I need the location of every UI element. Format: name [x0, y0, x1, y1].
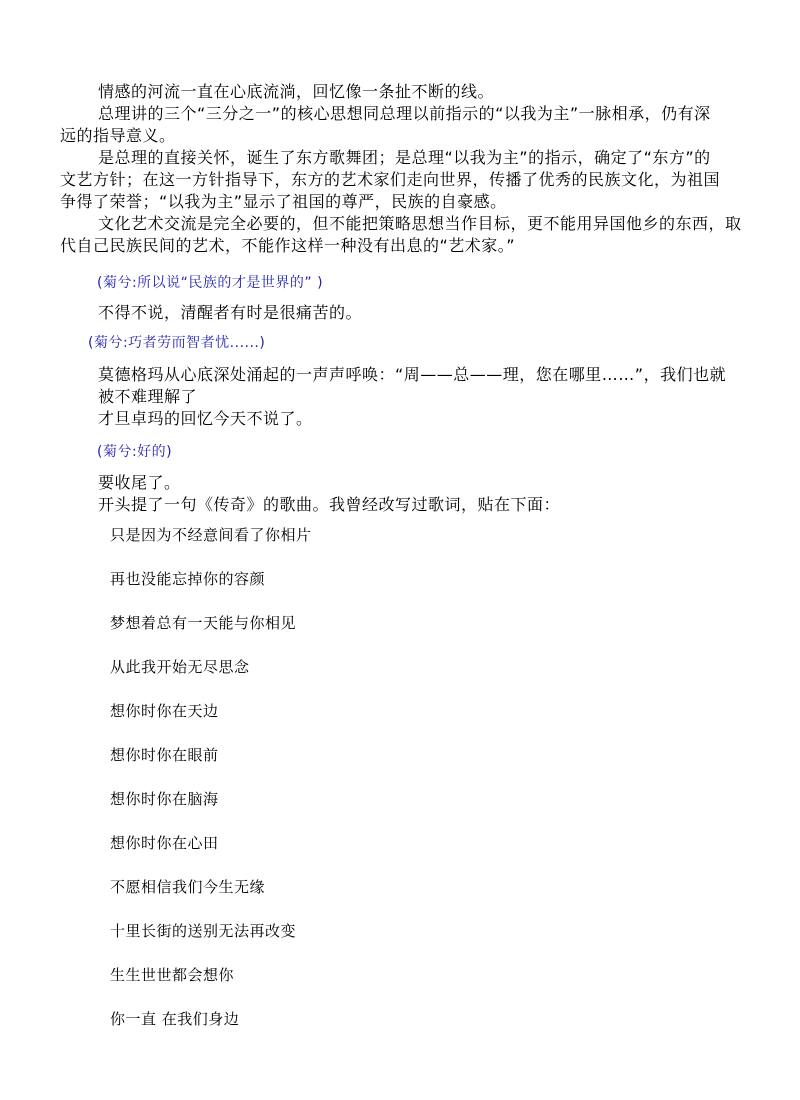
lyric-line: 想你时你在天边 — [110, 702, 219, 720]
lyric-line: 你一直 在我们身边 — [110, 1010, 240, 1028]
lyric-line: 只是因为不经意间看了你相片 — [110, 526, 312, 544]
lyric-line: 想你时你在脑海 — [110, 790, 219, 808]
annotation-line: (菊兮:所以说“民族的才是世界的” ) — [97, 275, 324, 291]
body-text-line: 文化艺术交流是完全必要的，但不能把策略思想当作目标，更不能用异国他乡的东西，取 — [98, 214, 742, 233]
lyric-line: 生生世世都会想你 — [110, 966, 235, 984]
lyric-line: 梦想着总有一天能与你相见 — [110, 614, 297, 632]
body-text-line: 远的指导意义。 — [60, 126, 176, 145]
body-text-line: 是总理的直接关怀，诞生了东方歌舞团；是总理“以我为主”的指示，确定了“东方”的 — [98, 148, 711, 167]
body-text-line: 不得不说，清醒者有时是很痛苦的。 — [98, 303, 363, 322]
lyric-line: 从此我开始无尽思念 — [110, 658, 250, 676]
body-text-line: 要收尾了。 — [98, 473, 181, 492]
body-text-line: 总理讲的三个“三分之一”的核心思想同总理以前指示的“以我为主”一脉相承，仍有深 — [98, 104, 711, 123]
lyric-line: 想你时你在眼前 — [110, 746, 219, 764]
body-text-line: 被不难理解了 — [98, 387, 198, 406]
body-text-line: 情感的河流一直在心底流淌，回忆像一条扯不断的线。 — [98, 82, 495, 101]
body-text-line: 文艺方针；在这一方针指导下，东方的艺术家们走向世界，传播了优秀的民族文化，为祖国 — [60, 170, 721, 189]
annotation-line: (菊兮:好的) — [97, 444, 173, 460]
lyric-line: 不愿相信我们今生无缘 — [110, 878, 266, 896]
body-text-line: 才旦卓玛的回忆今天不说了。 — [98, 409, 313, 428]
lyric-line: 十里长街的送别无法再改变 — [110, 922, 297, 940]
body-text-line: 开头提了一句《传奇》的歌曲。我曾经改写过歌词，贴在下面： — [98, 495, 561, 514]
lyric-line: 想你时你在心田 — [110, 834, 219, 852]
body-text-line: 争得了荣誉；“以我为主”显示了祖国的尊严，民族的自豪感。 — [60, 192, 507, 211]
annotation-line: (菊兮:巧者劳而智者忧......) — [88, 335, 266, 351]
lyric-line: 再也没能忘掉你的容颜 — [110, 570, 266, 588]
body-text-line: 代自己民族民间的艺术，不能作这样一种没有出息的“艺术家。” — [60, 236, 516, 255]
body-text-line: 莫德格玛从心底深处涌起的一声声呼唤：“周——总——理，您在哪里……”，我们也就 — [98, 365, 727, 384]
